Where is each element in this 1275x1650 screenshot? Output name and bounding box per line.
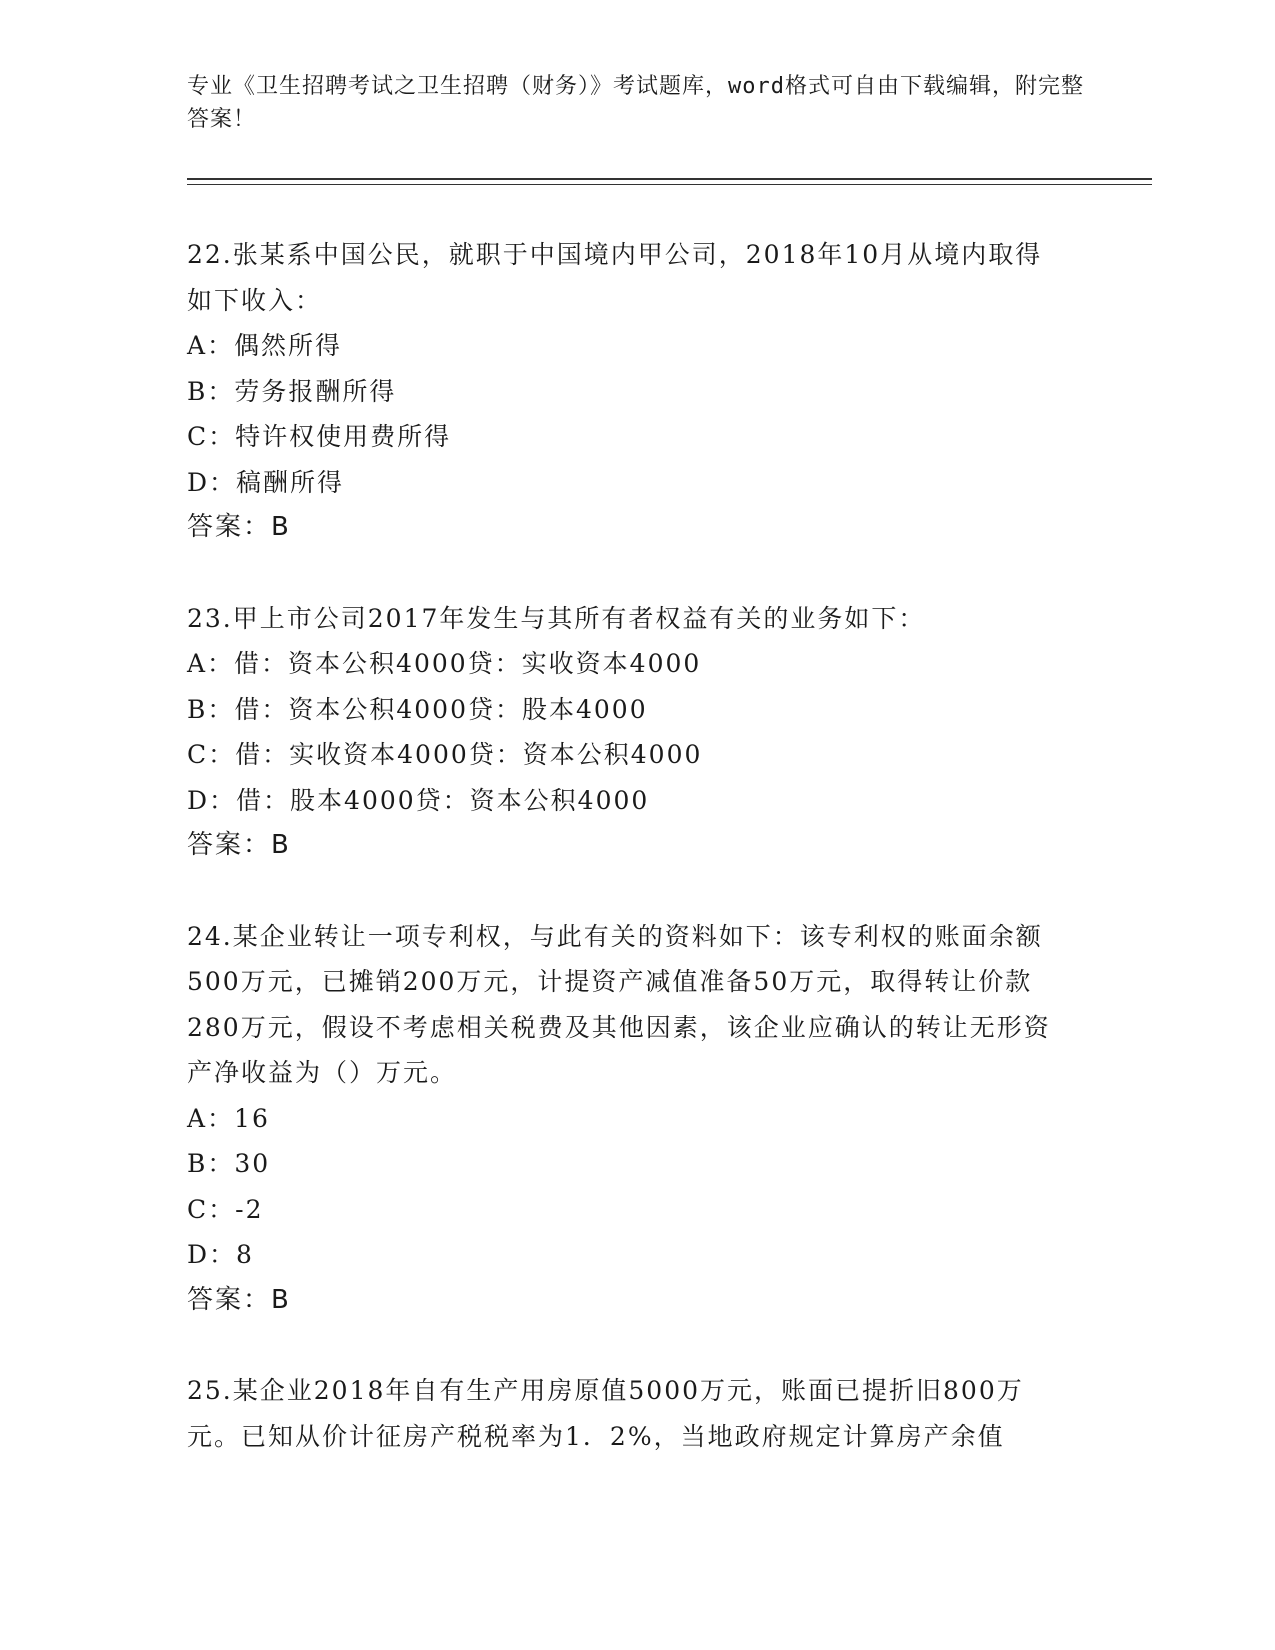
question-stem: 23.甲上市公司2017年发生与其所有者权益有关的业务如下： bbox=[187, 603, 926, 633]
answer-line: 答案：B bbox=[187, 1284, 291, 1315]
option-b: B：30 bbox=[187, 1149, 271, 1178]
option-a: A：16 bbox=[187, 1103, 270, 1133]
option-d: D：借：股本4000贷：资本公积4000 bbox=[187, 785, 650, 815]
option-d: D：稿酬所得 bbox=[187, 467, 345, 497]
question-23 bbox=[187, 596, 1067, 869]
question-stem: 24.某企业转让一项专利权，与此有关的资料如下：该专利权的账面余额500万元，已摊销200万元，计提资产减值准备50万元，取得转让价款280万元，假设不考虑相关税费及其他因素，该企业应确认的转让无形资产净收益为（）万元。 bbox=[187, 921, 1051, 1087]
option-b: B：借：资本公积4000贷：股本4000 bbox=[187, 694, 648, 724]
header-divider-secondary bbox=[187, 184, 1152, 185]
answer-line: 答案：B bbox=[187, 512, 291, 542]
option-b: B：劳务报酬所得 bbox=[187, 376, 397, 406]
option-a: A：偶然所得 bbox=[187, 331, 343, 360]
question-25 bbox=[187, 1368, 1067, 1459]
question-stem: 22.张某系中国公民，就职于中国境内甲公司，2018年10月从境内取得如下收入： bbox=[187, 240, 1043, 315]
answer-line: 答案：B bbox=[187, 830, 291, 860]
option-c: C：-2 bbox=[187, 1194, 264, 1224]
option-c: C：特许权使用费所得 bbox=[187, 422, 452, 451]
option-a: A：借：资本公积4000贷：实收资本4000 bbox=[187, 649, 702, 678]
document-header bbox=[187, 70, 1087, 136]
question-22 bbox=[187, 232, 1067, 551]
question-list bbox=[187, 232, 1067, 1504]
header-intro: 专业《卫生招聘考试之卫生招聘（财务）》考试题库，word格式可自由下载编辑，附完整答案！ bbox=[187, 74, 1084, 132]
question-24 bbox=[187, 914, 1067, 1324]
question-stem: 25.某企业2018年自有生产用房原值5000万元，账面已提折旧800万元。已知从价计征房产税税率为1．2%，当地政府规定计算房产余值 bbox=[187, 1376, 1024, 1451]
header-divider bbox=[187, 178, 1152, 180]
option-c: C：借：实收资本4000贷：资本公积4000 bbox=[187, 740, 703, 769]
option-d: D：8 bbox=[187, 1240, 254, 1269]
